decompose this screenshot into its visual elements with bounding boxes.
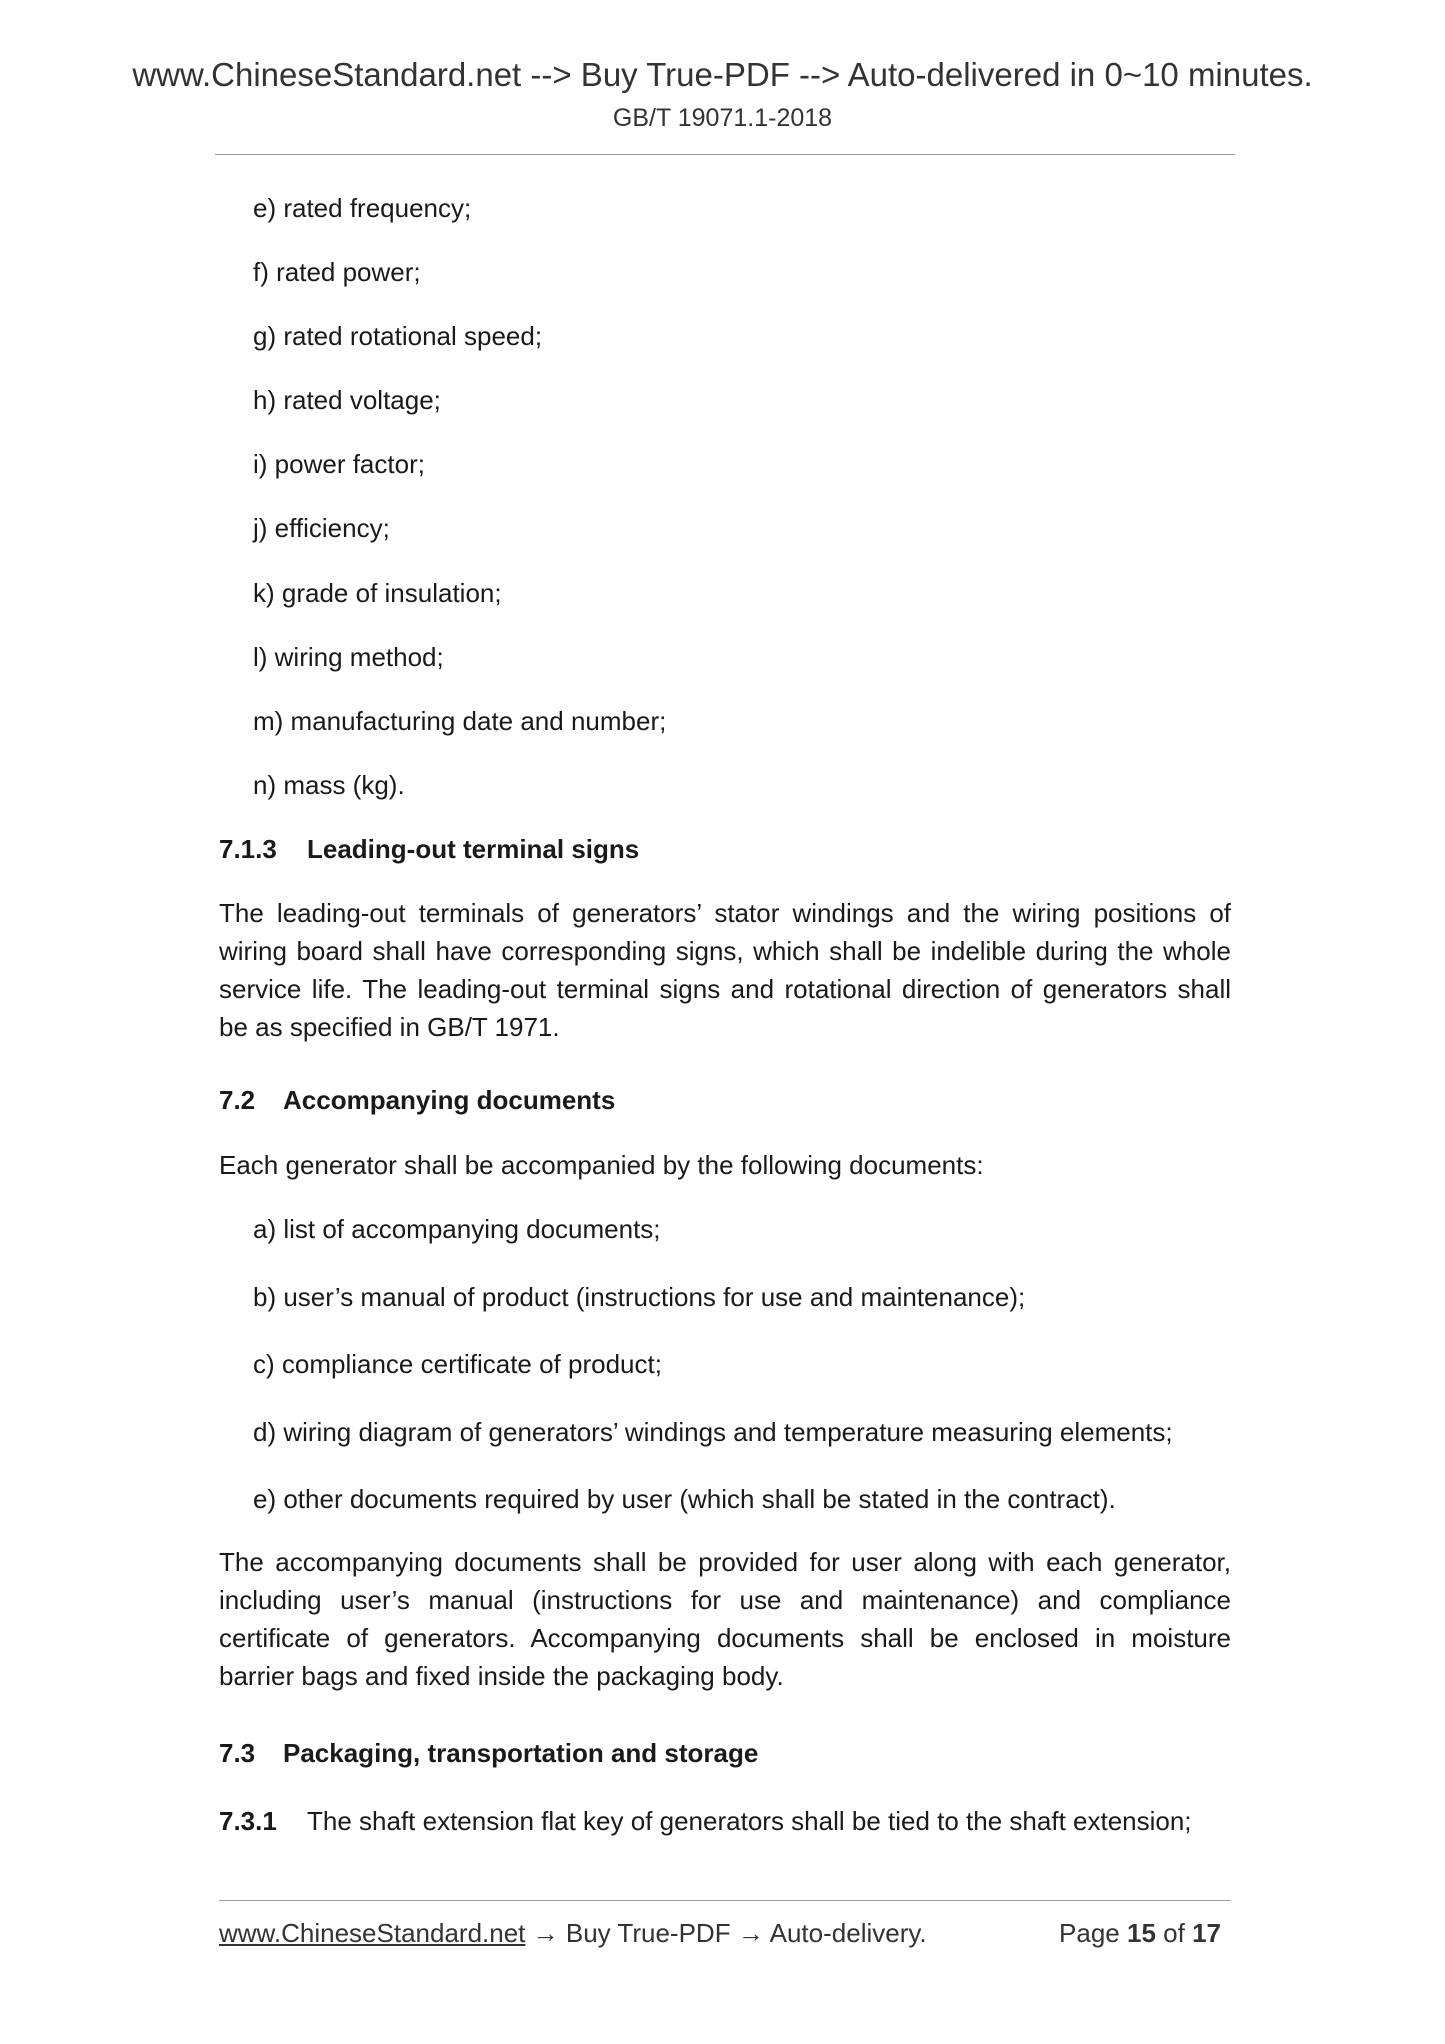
list-item: j) efficiency; (253, 513, 390, 543)
heading-title: Packaging, transportation and storage (283, 1738, 759, 1768)
page-label: Page (1059, 1918, 1120, 1948)
heading-7-3 (219, 1738, 758, 1768)
arrow-icon: → (737, 1918, 764, 1948)
list-item: g) rated rotational speed; (253, 321, 543, 351)
list-item: h) rated voltage; (253, 385, 441, 415)
heading-7-2 (219, 1085, 615, 1115)
arrow-icon: → (532, 1918, 559, 1948)
heading-title: Leading-out terminal signs (307, 834, 640, 864)
heading-7-1-3 (219, 834, 639, 864)
list-item: e) rated frequency; (253, 193, 472, 223)
header-divider (215, 154, 1235, 155)
list-item: a) list of accompanying documents; (253, 1214, 661, 1244)
footer-site-link[interactable]: www.ChineseStandard.net (219, 1918, 526, 1948)
page-total: 17 (1192, 1918, 1221, 1948)
list-item: i) power factor; (253, 449, 425, 479)
list-item: c) compliance certificate of product; (253, 1349, 662, 1379)
footer-buy-text: Buy True-PDF (565, 1918, 731, 1948)
header-banner[interactable]: www.ChineseStandard.net --> Buy True-PDF --> Auto-delivered in 0~10 minutes. (132, 56, 1313, 93)
standard-code: GB/T 19071.1-2018 (612, 104, 833, 132)
clause-7-3-1 (219, 1806, 1192, 1836)
paragraph-accompanying: The accompanying documents shall be provided for user along with each generator, including user’s manual (instructions for use and maintenance) and compliance certificate of generators. Accompanying documents shall be enclosed in moisture barrier bags and fixed inside the packaging body. (219, 1547, 1231, 1691)
page-number (1059, 1918, 1221, 1948)
list-item: f) rated power; (253, 257, 421, 287)
heading-number: 7.1.3 (219, 834, 277, 864)
page-footer (219, 1918, 1231, 1948)
list-item: l) wiring method; (253, 642, 444, 672)
paragraph-terminal-signs: The leading-out terminals of generators’ stator windings and the wiring positions of wiring board shall have corresponding signs, which shall be indelible during the whole service life. The leading-out terminal signs and rotational direction of generators shall be as specified in GB/T 1971. (219, 898, 1231, 1042)
paragraph-intro: Each generator shall be accompanied by the following documents: (219, 1150, 984, 1180)
list-item: b) user’s manual of product (instructions for use and maintenance); (253, 1282, 1026, 1312)
page-of: of (1163, 1918, 1185, 1948)
heading-title: Accompanying documents (283, 1085, 616, 1115)
list-item: n) mass (kg). (253, 770, 405, 800)
list-item: k) grade of insulation; (253, 578, 502, 608)
list-item: d) wiring diagram of generators’ windings and temperature measuring elements; (253, 1417, 1173, 1447)
heading-number: 7.3 (219, 1738, 256, 1768)
clause-number: 7.3.1 (219, 1806, 277, 1836)
page-current: 15 (1127, 1918, 1156, 1948)
heading-number: 7.2 (219, 1085, 256, 1115)
footer-delivery-text: Auto-delivery. (769, 1918, 927, 1948)
list-item: e) other documents required by user (which shall be stated in the contract). (253, 1484, 1116, 1514)
list-item: m) manufacturing date and number; (253, 706, 667, 736)
clause-text: The shaft extension flat key of generators shall be tied to the shaft extension; (307, 1806, 1192, 1836)
footer-divider (219, 1900, 1231, 1901)
